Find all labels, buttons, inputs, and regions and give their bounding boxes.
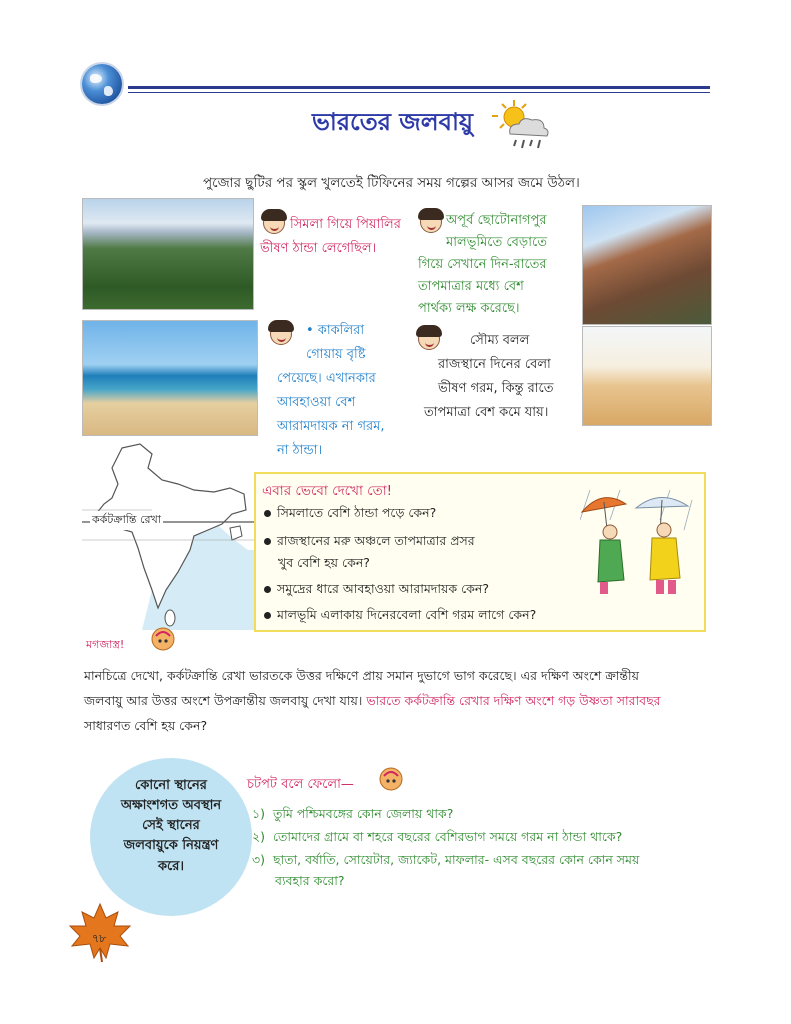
kakoli-face-icon xyxy=(270,323,292,345)
thinking-brain-icon xyxy=(150,626,176,652)
plateau-canyon-photo xyxy=(582,205,712,325)
question-text: মালভূমি এলাকায় দিনেরবেলা বেশি গরম লাগে কেন? xyxy=(277,607,537,622)
paragraph-line-1: মানচিত্রে দেখো, কর্কটক্রান্তি রেখা ভারতকে উত্তর দক্ষিণে প্রায় সমান দুভাগে ভাগ করেছে। এর দক্ষিণ অংশে ক্রান্তীয় xyxy=(84,668,639,683)
kakoli-line-5: আরামদায়ক না গরম, xyxy=(277,419,385,434)
key-note-line: করে। xyxy=(157,858,185,874)
apurba-line-2: মালভূমিতে বেড়াতে xyxy=(446,235,547,250)
shimla-hills-photo xyxy=(82,198,254,310)
quick-question-3-continued: ব্যবহার করো? xyxy=(275,873,345,888)
question-text: রাজস্থানের মরু অঞ্চলে তাপমাত্রার প্রসর xyxy=(277,533,475,548)
paragraph-line-2 xyxy=(84,692,714,711)
kakoli-line-4: আবহাওয়া বেশ xyxy=(277,395,356,410)
apurba-line-3: গিয়ে সেখানে দিন-রাতের xyxy=(418,257,547,272)
soumya-line-4: তাপমাত্রা বেশ কমে যায়। xyxy=(424,405,549,420)
question-item xyxy=(264,607,536,627)
india-map xyxy=(82,440,254,630)
quick-question-3: ৩) ছাতা, বর্ষাতি, সোয়েটার, জ্যাকেট, মাফলার- এসব বছরের কোন কোন সময় xyxy=(252,852,640,867)
soumya-line-1: সৌম্য বলল xyxy=(470,333,530,348)
sun-cloud-rain-icon xyxy=(492,98,552,154)
globe-icon xyxy=(82,64,122,104)
kakoli-line-1: • কাকলিরা xyxy=(306,323,365,338)
question-item xyxy=(264,581,489,601)
soumya-line-3: ভীষণ গরম, কিন্তু রাতে xyxy=(438,381,554,396)
quick-question-2: ২) তোমাদের গ্রামে বা শহরে বছরের বেশিরভাগ সময়ে গরম না ঠান্ডা থাকে? xyxy=(252,829,623,844)
key-note-text xyxy=(100,776,242,877)
rajasthan-desert-camels-photo xyxy=(582,326,712,426)
piyali-line-1: সিমলা গিয়ে পিয়ালির xyxy=(290,217,401,232)
paragraph-text-black: জলবায়ু আর উত্তর অংশে উপক্রান্তীয় জলবায়ু দেখা যায়। xyxy=(84,693,363,708)
key-note-line: অক্ষাংশগত অবস্থান xyxy=(120,798,222,814)
quick-question-1: ১) তুমি পশ্চিমবঙ্গের কোন জেলায় থাক? xyxy=(252,806,454,821)
apurba-line-4: তাপমাত্রার মধ্যে বেশ xyxy=(418,279,524,294)
apurba-line-5: পার্থক্য লক্ষ করেছে। xyxy=(418,301,520,316)
thinking-brain-icon xyxy=(378,766,404,792)
mogojastro-label: মগজাস্ত্র! xyxy=(86,638,125,651)
question-item xyxy=(264,505,436,525)
soumya-face-icon xyxy=(418,328,440,350)
tropic-of-cancer-label: কর্কটক্রান্তি রেখা xyxy=(90,511,163,530)
paragraph-question-red: ভারতে কর্কটক্রান্তি রেখার দক্ষিণ অংশে গড় উষ্ণতা সারাবছর xyxy=(366,693,661,708)
paragraph-line-3: সাধারণত বেশি হয় কেন? xyxy=(84,718,208,733)
key-note-line: কোনো স্থানের xyxy=(135,778,207,793)
apurba-face-icon xyxy=(420,211,442,233)
kakoli-line-3: পেয়েছে। এখানকার xyxy=(277,371,376,386)
header-rule xyxy=(128,86,710,89)
soumya-line-2: রাজস্থানে দিনের বেলা xyxy=(438,357,551,372)
question-text: সমুদ্রের ধারে আবহাওয়া আরামদায়ক কেন? xyxy=(277,581,489,596)
page-title: ভারতের জলবায়ু xyxy=(312,107,474,136)
think-questions-heading: এবার ভেবো দেখো তো! xyxy=(262,483,393,499)
rain-umbrella-illustration xyxy=(580,490,698,600)
header-rule-thin xyxy=(128,92,710,93)
key-note-line: জলবায়ুকে নিয়ন্ত্রণ xyxy=(123,838,219,854)
intro-text: পুজোর ছুটির পর স্কুল খুলতেই টিফিনের সময় গল্পের আসর জমে উঠল। xyxy=(203,175,580,191)
question-text: সিমলাতে বেশি ঠান্ডা পড়ে কেন? xyxy=(277,505,437,520)
kakoli-line-6: না ঠান্ডা। xyxy=(277,443,323,458)
piyali-line-2: ভীষণ ঠান্ডা লেগেছিল। xyxy=(260,241,377,256)
quick-answer-heading: চটপট বলে ফেলো— xyxy=(247,777,354,792)
question-item xyxy=(264,533,475,553)
page-number: ৭৮ xyxy=(92,932,107,945)
apurba-line-1: অপূর্ব ছোটোনাগপুর xyxy=(446,213,547,228)
key-note-line: সেই স্থানের xyxy=(142,818,200,834)
goa-beach-photo xyxy=(82,320,258,436)
piyali-face-icon xyxy=(263,212,285,234)
question-item-continued: খুব বেশি হয় কেন? xyxy=(278,555,370,570)
kakoli-line-2: গোয়ায় বৃষ্টি xyxy=(306,347,366,362)
